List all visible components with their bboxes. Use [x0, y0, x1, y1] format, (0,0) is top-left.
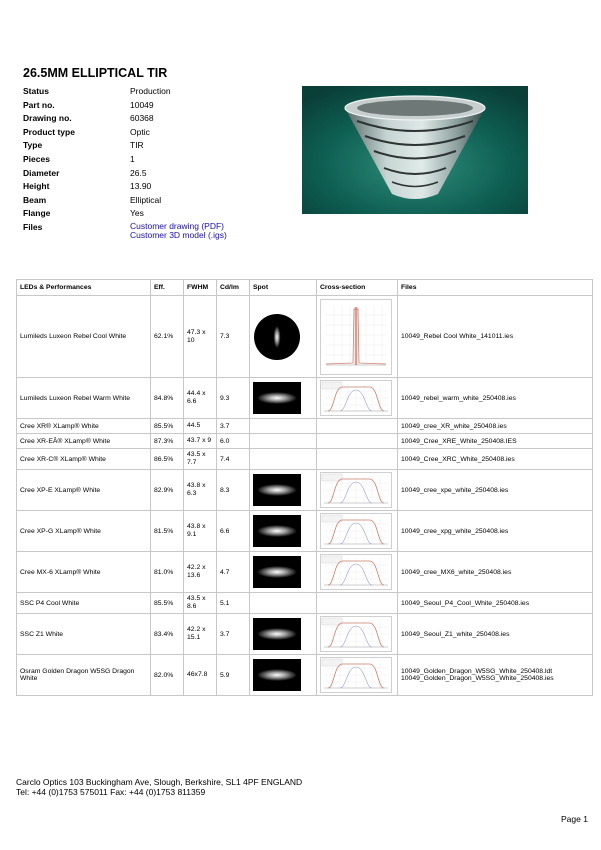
ies-file-link[interactable]: 10049_cree_xpe_white_250408.ies — [401, 486, 509, 494]
spec-label: Pieces — [23, 153, 50, 164]
file-cell — [398, 470, 593, 511]
cd-per-lm: 6.0 — [217, 434, 250, 449]
fwhm: 44.5 — [184, 419, 217, 434]
column-header: Cd/lm — [217, 280, 250, 296]
spec-row — [23, 100, 227, 114]
fwhm: 47.3 x 10 — [184, 296, 217, 378]
cross-section-cell — [317, 593, 398, 614]
cd-per-lm: 3.7 — [217, 419, 250, 434]
spec-label: Diameter — [23, 167, 60, 178]
fwhm: 42.2 x 13.6 — [184, 552, 217, 593]
ies-file-link[interactable]: 10049_Rebel Cool White_141011.ies — [401, 333, 514, 340]
file-cell — [398, 378, 593, 419]
spec-value: Elliptical — [130, 194, 162, 205]
cross-section-cell — [317, 470, 398, 511]
cross-section-cell — [317, 511, 398, 552]
led-name: Cree XR® XLamp® White — [17, 419, 151, 434]
files-links — [130, 222, 227, 240]
spec-label: Part no. — [23, 99, 55, 110]
led-name: Cree XP-G XLamp® White — [17, 511, 151, 552]
spec-row — [23, 154, 227, 168]
table-row — [17, 552, 593, 593]
spec-row — [23, 181, 227, 195]
spec-label: Status — [23, 86, 49, 96]
spot-cell — [250, 552, 317, 593]
led-name: Cree XR-C® XLamp® White — [17, 449, 151, 470]
cross-section-cell — [317, 655, 398, 696]
cd-per-lm: 5.1 — [217, 593, 250, 614]
efficiency: 82.0% — [151, 655, 184, 696]
ies-file-link[interactable]: 10049_Seoul_P4_Cool_White_250408.ies — [401, 599, 530, 607]
table-row — [17, 470, 593, 511]
file-cell — [398, 419, 593, 434]
spot-image — [253, 474, 301, 506]
table-row — [17, 593, 593, 614]
file-cell — [398, 511, 593, 552]
spec-label: Flange — [23, 208, 51, 219]
spot-image — [253, 556, 301, 588]
company-address — [16, 777, 302, 797]
spec-label: Beam — [23, 194, 47, 205]
table-row — [17, 419, 593, 434]
cross-section-cell — [317, 552, 398, 593]
spec-value: 26.5 — [130, 167, 147, 178]
ies-file-link[interactable]: 10049_cree_MX6_white_250408.ies — [401, 568, 512, 576]
cross-section-cell — [317, 296, 398, 378]
led-name: Cree XP-E XLamp® White — [17, 470, 151, 511]
cross-section-plot — [320, 513, 392, 549]
spec-label: Height — [23, 181, 50, 192]
fwhm: 43.8 x 9.1 — [184, 511, 217, 552]
ies-file-link[interactable]: 10049_rebel_warm_white_250408.ies — [401, 394, 516, 402]
column-header: LEDs & Performances — [17, 280, 151, 296]
customer-3d-model-link[interactable]: Customer 3D model (.igs) — [130, 229, 227, 240]
cross-section-plot — [320, 380, 392, 416]
efficiency: 85.5% — [151, 419, 184, 434]
table-row — [17, 449, 593, 470]
spec-row-files — [23, 222, 227, 240]
spot-cell — [250, 511, 317, 552]
column-header: Eff. — [151, 280, 184, 296]
spec-value: 10049 — [130, 99, 154, 110]
spot-cell — [250, 655, 317, 696]
spot-image — [253, 659, 301, 691]
fwhm: 43.8 x 6.3 — [184, 470, 217, 511]
fwhm: 44.4 x 6.6 — [184, 378, 217, 419]
spec-row — [23, 86, 227, 100]
spot-cell — [250, 378, 317, 419]
cross-section-plot — [320, 616, 392, 652]
cd-per-lm: 7.3 — [217, 296, 250, 378]
spec-row — [23, 113, 227, 127]
cross-section-plot — [320, 472, 392, 508]
table-row — [17, 378, 593, 419]
cross-section-cell — [317, 434, 398, 449]
spec-label: Type — [23, 140, 43, 151]
fwhm: 42.2 x 15.1 — [184, 614, 217, 655]
efficiency: 86.5% — [151, 449, 184, 470]
spec-row — [23, 168, 227, 182]
fwhm: 46x7.8 — [184, 655, 217, 696]
spec-label: Product type — [23, 126, 75, 137]
fwhm: 43.7 x 9 — [184, 434, 217, 449]
spot-image — [253, 313, 301, 361]
spec-label: Files — [23, 221, 43, 232]
file-cell — [398, 449, 593, 470]
address-line: Carclo Optics 103 Buckingham Ave, Slough, Berkshire, SL1 4PF ENGLAND — [16, 777, 303, 787]
efficiency: 87.3% — [151, 434, 184, 449]
cross-section-cell — [317, 449, 398, 470]
efficiency: 81.0% — [151, 552, 184, 593]
performance-table — [16, 279, 593, 696]
spec-label: Drawing no. — [23, 113, 72, 124]
page-number: Page 1 — [561, 814, 588, 824]
table-row — [17, 434, 593, 449]
file-cell — [398, 655, 593, 696]
phone-fax-line: Tel: +44 (0)1753 575011 Fax: +44 (0)1753 811359 — [16, 787, 206, 797]
spot-cell — [250, 296, 317, 378]
led-name: SSC P4 Cool White — [17, 593, 151, 614]
spot-image — [253, 515, 301, 547]
spec-row — [23, 140, 227, 154]
efficiency: 81.5% — [151, 511, 184, 552]
spot-cell — [250, 434, 317, 449]
table-row — [17, 296, 593, 378]
cross-section-cell — [317, 614, 398, 655]
efficiency: 82.9% — [151, 470, 184, 511]
ies-file-link[interactable]: 10049_Golden_Dragon_W5SG_White_250408.ldt 10049_Golden_Dragon_W5SG_White_250408.ies — [401, 668, 554, 682]
spot-cell — [250, 470, 317, 511]
spot-cell — [250, 419, 317, 434]
cd-per-lm: 3.7 — [217, 614, 250, 655]
efficiency: 85.5% — [151, 593, 184, 614]
column-header: Spot — [250, 280, 317, 296]
ies-file-link[interactable]: 10049_Cree_XRC_White_250408.ies — [401, 455, 515, 463]
ies-file-link[interactable]: 10049_Seoul_Z1_white_250408.ies — [401, 630, 510, 638]
efficiency: 84.8% — [151, 378, 184, 419]
efficiency: 62.1% — [151, 296, 184, 378]
spec-value: TIR — [130, 140, 144, 151]
spot-image — [253, 382, 301, 414]
led-name: Osram Golden Dragon W5SG Dragon White — [17, 655, 151, 696]
fwhm: 43.5 x 7.7 — [184, 449, 217, 470]
cross-section-cell — [317, 378, 398, 419]
file-cell — [398, 296, 593, 378]
file-cell — [398, 552, 593, 593]
spec-value: Production — [130, 86, 171, 96]
column-header: Files — [398, 280, 593, 296]
file-cell — [398, 434, 593, 449]
ies-file-link[interactable]: 10049_cree_XR_white_250408.ies — [401, 422, 507, 430]
spec-table — [23, 86, 227, 240]
customer-drawing-link[interactable]: Customer drawing (PDF) — [130, 220, 224, 231]
cd-per-lm: 9.3 — [217, 378, 250, 419]
spec-row — [23, 127, 227, 141]
cross-section-cell — [317, 419, 398, 434]
page-title: 26.5MM ELLIPTICAL TIR — [23, 66, 168, 80]
spot-cell — [250, 614, 317, 655]
ies-file-link[interactable]: 10049_Cree_XRE_White_250408.IES — [401, 437, 517, 445]
spec-value: Optic — [130, 126, 150, 137]
spec-value: Yes — [130, 208, 144, 219]
table-row — [17, 655, 593, 696]
spec-value: 13.90 — [130, 181, 152, 192]
table-row — [17, 511, 593, 552]
product-photo — [302, 86, 528, 214]
cross-section-plot — [320, 657, 392, 693]
cd-per-lm: 6.6 — [217, 511, 250, 552]
file-cell — [398, 614, 593, 655]
cd-per-lm: 4.7 — [217, 552, 250, 593]
spec-value: 60368 — [130, 113, 154, 124]
file-cell — [398, 593, 593, 614]
led-name: Lumileds Luxeon Rebel Warm White — [17, 378, 151, 419]
cd-per-lm: 8.3 — [217, 470, 250, 511]
spot-cell — [250, 593, 317, 614]
spot-cell — [250, 449, 317, 470]
spec-row — [23, 208, 227, 222]
cross-section-plot — [320, 554, 392, 590]
efficiency: 83.4% — [151, 614, 184, 655]
column-header: FWHM — [184, 280, 217, 296]
spot-image — [253, 618, 301, 650]
led-name: Cree MX-6 XLamp® White — [17, 552, 151, 593]
ies-file-link[interactable]: 10049_cree_xpg_white_250408.ies — [401, 527, 509, 535]
table-row — [17, 614, 593, 655]
led-name: Lumileds Luxeon Rebel Cool White — [17, 296, 151, 378]
cross-section-plot — [320, 299, 392, 375]
cd-per-lm: 7.4 — [217, 449, 250, 470]
column-header: Cross-section — [317, 280, 398, 296]
led-name: Cree XR-EÂ® XLamp® White — [17, 434, 151, 449]
fwhm: 43.5 x 8.6 — [184, 593, 217, 614]
cd-per-lm: 5.9 — [217, 655, 250, 696]
spec-value: 1 — [130, 153, 135, 164]
led-name: SSC Z1 White — [17, 614, 151, 655]
spec-row — [23, 195, 227, 209]
